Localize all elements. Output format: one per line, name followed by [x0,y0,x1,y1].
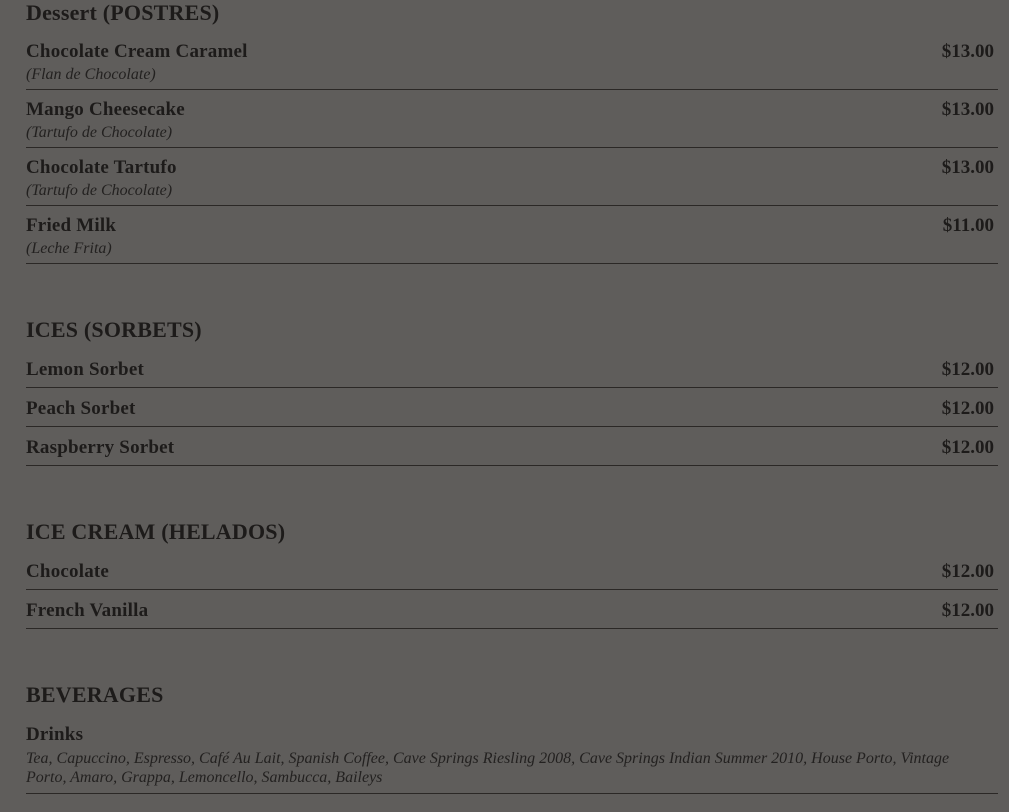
section-heading: Dessert (POSTRES) [26,0,220,25]
item-price: $12.00 [941,561,994,582]
item-name: Drinks [26,724,84,745]
item-description: Tea, Capuccino, Espresso, Café Au Lait, Spanish Coffee, Cave Springs Riesling 2008, Cave Springs Indian Summer 2010, House Porto, Vintage Porto, Amaro, Grappa, Lemoncello, Sambucca, Baileys [26,750,950,786]
section-ice-cream [26,519,998,629]
menu-item [26,714,998,794]
menu-item [26,206,998,264]
item-name: Peach Sorbet [26,398,136,419]
item-subtitle: (Leche Frita) [26,240,112,257]
item-name: Chocolate [26,561,110,582]
item-price: $13.00 [941,157,994,178]
menu-item [26,90,998,148]
item-subtitle: (Flan de Chocolate) [26,66,156,83]
item-name: Mango Cheesecake [26,99,185,120]
section-heading: ICES (SORBETS) [26,317,202,342]
item-name: French Vanilla [26,600,149,621]
item-name: Chocolate Tartufo [26,157,177,178]
menu-item [26,148,998,206]
menu-item [26,349,998,388]
section-ices [26,317,998,466]
item-price: $11.00 [942,215,994,236]
item-price: $13.00 [941,99,994,120]
item-subtitle: (Tartufo de Chocolate) [26,182,173,199]
item-price: $13.00 [941,41,994,62]
item-name: Raspberry Sorbet [26,437,175,458]
section-dessert [26,0,998,264]
menu-item [26,32,998,90]
menu-item [26,590,998,629]
item-price: $12.00 [941,437,994,458]
item-subtitle: (Tartufo de Chocolate) [26,124,173,141]
item-name: Lemon Sorbet [26,359,144,380]
section-heading: ICE CREAM (HELADOS) [26,519,286,544]
section-beverages [26,682,998,794]
item-price: $12.00 [941,600,994,621]
menu-item [26,551,998,590]
menu-item [26,388,998,427]
menu-item [26,427,998,466]
item-name: Chocolate Cream Caramel [26,41,248,62]
item-name: Fried Milk [26,215,117,236]
item-price: $12.00 [941,398,994,419]
item-price: $12.00 [941,359,994,380]
section-heading: BEVERAGES [26,682,164,707]
